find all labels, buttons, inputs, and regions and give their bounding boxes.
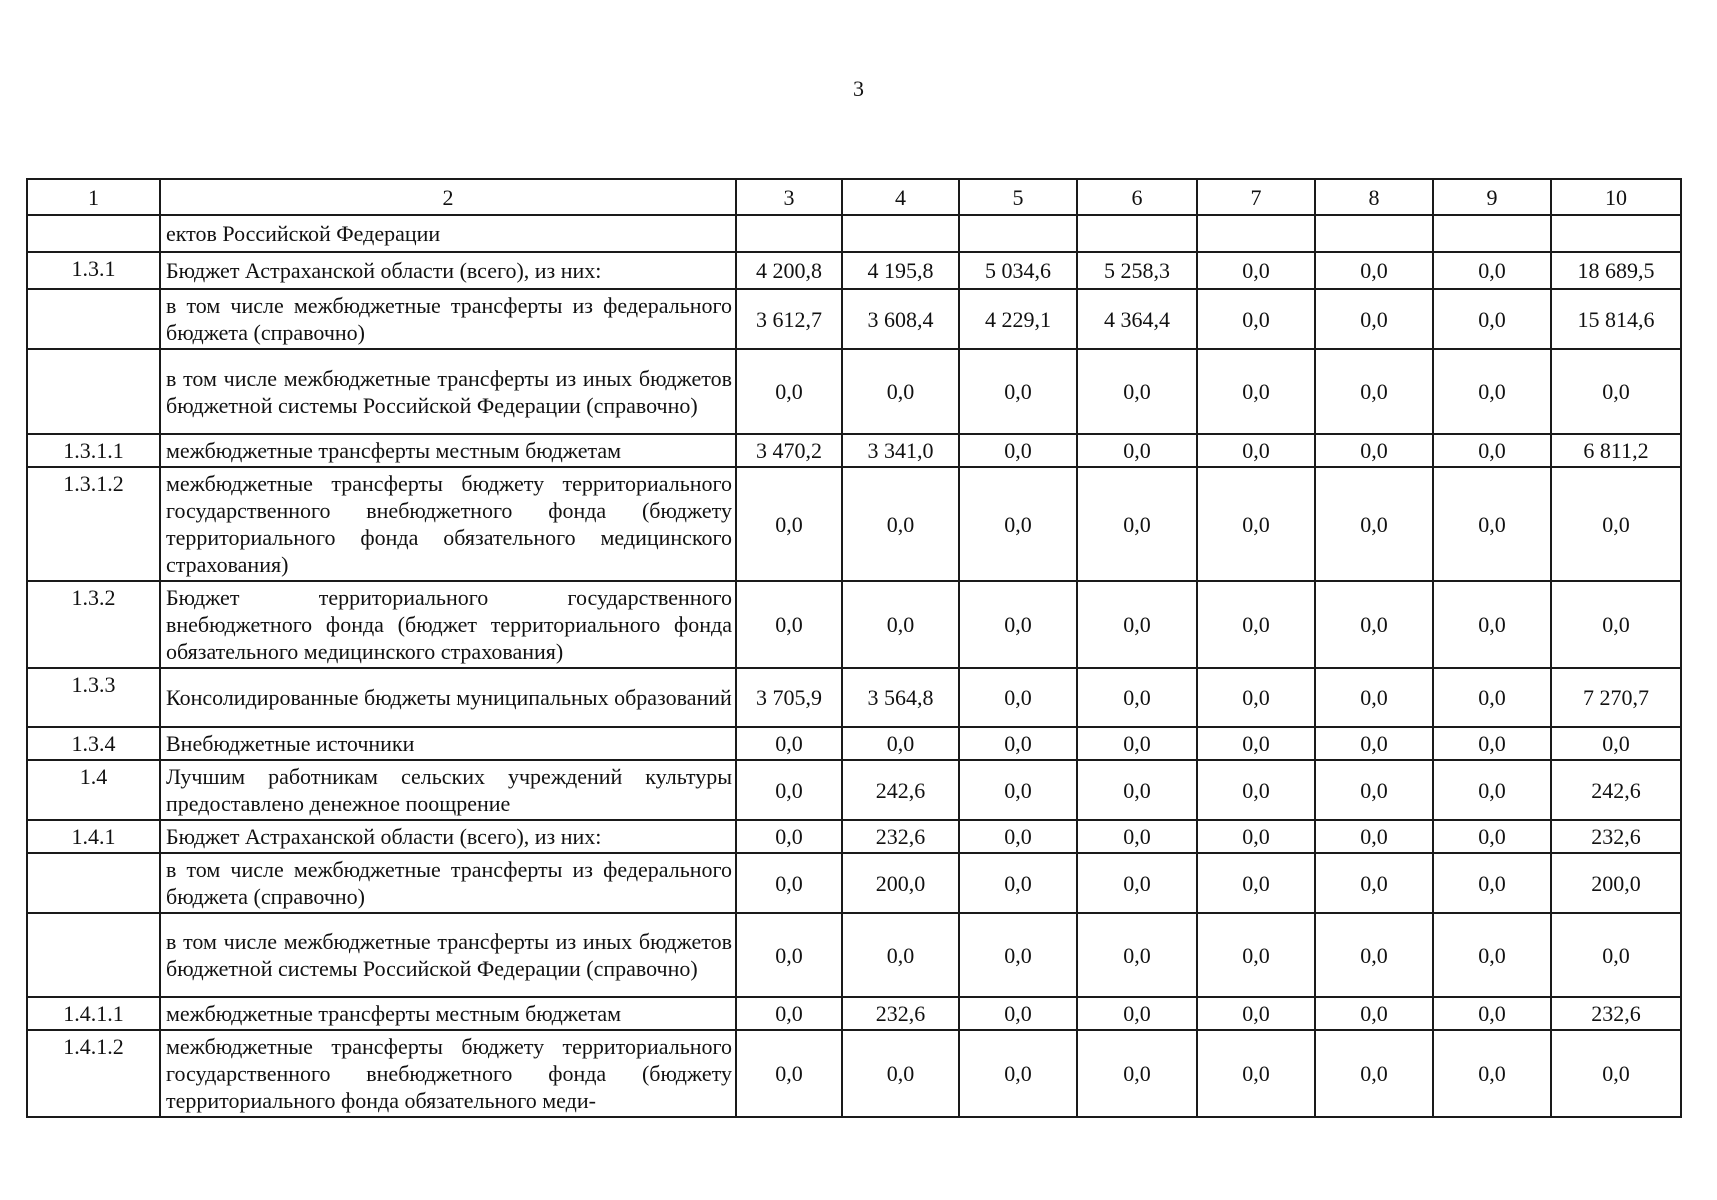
- value-cell: 0,0: [1433, 727, 1551, 760]
- value-cell: 0,0: [1197, 1030, 1315, 1117]
- value-cell: 0,0: [1433, 467, 1551, 581]
- value-cell: 15 814,6: [1551, 289, 1681, 349]
- table-row: [27, 1030, 1681, 1117]
- value-cell: 5 258,3: [1077, 252, 1197, 289]
- value-cell: 0,0: [736, 760, 842, 820]
- value-cell: 0,0: [959, 913, 1077, 997]
- value-cell: 0,0: [959, 853, 1077, 913]
- value-cell: 0,0: [1551, 467, 1681, 581]
- row-code: 1.3.1: [27, 252, 160, 289]
- page-number: 3: [853, 76, 864, 101]
- value-cell: 0,0: [736, 853, 842, 913]
- value-cell: 232,6: [1551, 820, 1681, 853]
- value-cell: 0,0: [1077, 668, 1197, 727]
- row-description: Консолидированные бюджеты муниципальных образований: [160, 668, 736, 727]
- value-cell: 0,0: [1197, 997, 1315, 1030]
- value-cell: 0,0: [1315, 668, 1433, 727]
- value-cell: 0,0: [1197, 581, 1315, 668]
- value-cell: 0,0: [1315, 760, 1433, 820]
- value-cell: 0,0: [1197, 434, 1315, 467]
- value-cell: 3 564,8: [842, 668, 959, 727]
- row-code: 1.3.1.1: [27, 434, 160, 467]
- row-description: межбюджетные трансферты местным бюджетам: [160, 997, 736, 1030]
- column-header: 6: [1077, 179, 1197, 215]
- value-cell: 0,0: [1197, 727, 1315, 760]
- row-code: [27, 289, 160, 349]
- value-cell: 0,0: [959, 1030, 1077, 1117]
- row-code: 1.3.4: [27, 727, 160, 760]
- value-cell: [1315, 215, 1433, 252]
- value-cell: 0,0: [1315, 853, 1433, 913]
- value-cell: 3 608,4: [842, 289, 959, 349]
- value-cell: 0,0: [736, 467, 842, 581]
- value-cell: 0,0: [959, 727, 1077, 760]
- column-header: 7: [1197, 179, 1315, 215]
- column-header: 1: [27, 179, 160, 215]
- value-cell: 0,0: [1315, 349, 1433, 434]
- value-cell: 3 705,9: [736, 668, 842, 727]
- value-cell: 0,0: [1315, 997, 1433, 1030]
- value-cell: 6 811,2: [1551, 434, 1681, 467]
- value-cell: 0,0: [1197, 349, 1315, 434]
- value-cell: 0,0: [1551, 581, 1681, 668]
- value-cell: 0,0: [1433, 581, 1551, 668]
- value-cell: 0,0: [1077, 434, 1197, 467]
- row-code: 1.4.1.2: [27, 1030, 160, 1117]
- value-cell: 0,0: [1315, 1030, 1433, 1117]
- value-cell: 0,0: [1315, 289, 1433, 349]
- value-cell: 0,0: [959, 467, 1077, 581]
- value-cell: 0,0: [1197, 760, 1315, 820]
- row-description: межбюджетные трансферты бюджету территориального государственного внебюджетного фонда (бюджету территориального фонда обязательного меди-: [160, 1030, 736, 1117]
- row-description: межбюджетные трансферты бюджету территориального государственного внебюджетного фонда (бюджету территориального фонда обязательного медицинского страхования): [160, 467, 736, 581]
- value-cell: 0,0: [1433, 668, 1551, 727]
- value-cell: 0,0: [1197, 467, 1315, 581]
- row-description: Бюджет территориального государственного внебюджетного фонда (бюджет территориального фонда обязательного медицинского страхования): [160, 581, 736, 668]
- value-cell: 200,0: [1551, 853, 1681, 913]
- table-row: [27, 215, 1681, 252]
- row-code: 1.4: [27, 760, 160, 820]
- row-description: в том числе межбюджетные трансферты из федерального бюджета (справочно): [160, 853, 736, 913]
- table-row: [27, 349, 1681, 434]
- value-cell: 0,0: [1315, 913, 1433, 997]
- value-cell: 0,0: [842, 727, 959, 760]
- value-cell: 232,6: [842, 820, 959, 853]
- value-cell: 0,0: [1197, 668, 1315, 727]
- value-cell: [959, 215, 1077, 252]
- value-cell: 0,0: [736, 1030, 842, 1117]
- value-cell: 0,0: [736, 913, 842, 997]
- table-row: [27, 997, 1681, 1030]
- value-cell: 200,0: [842, 853, 959, 913]
- value-cell: 4 200,8: [736, 252, 842, 289]
- value-cell: 0,0: [1433, 289, 1551, 349]
- value-cell: [1433, 215, 1551, 252]
- value-cell: 0,0: [1077, 467, 1197, 581]
- value-cell: 7 270,7: [1551, 668, 1681, 727]
- value-cell: 0,0: [959, 760, 1077, 820]
- column-header: 2: [160, 179, 736, 215]
- value-cell: 0,0: [1433, 434, 1551, 467]
- value-cell: 0,0: [1197, 289, 1315, 349]
- value-cell: 0,0: [1551, 349, 1681, 434]
- value-cell: 0,0: [736, 997, 842, 1030]
- value-cell: 242,6: [842, 760, 959, 820]
- value-cell: 0,0: [1077, 997, 1197, 1030]
- value-cell: 0,0: [736, 820, 842, 853]
- value-cell: [1077, 215, 1197, 252]
- table-row: [27, 467, 1681, 581]
- value-cell: 0,0: [1433, 760, 1551, 820]
- value-cell: 0,0: [1433, 349, 1551, 434]
- value-cell: [1197, 215, 1315, 252]
- value-cell: 0,0: [1077, 727, 1197, 760]
- column-header: 5: [959, 179, 1077, 215]
- value-cell: 0,0: [1433, 820, 1551, 853]
- value-cell: [736, 215, 842, 252]
- value-cell: 0,0: [1077, 820, 1197, 853]
- value-cell: 0,0: [959, 581, 1077, 668]
- value-cell: 0,0: [959, 668, 1077, 727]
- table-row: [27, 820, 1681, 853]
- value-cell: 0,0: [736, 349, 842, 434]
- value-cell: 18 689,5: [1551, 252, 1681, 289]
- value-cell: 0,0: [842, 581, 959, 668]
- value-cell: 0,0: [1433, 913, 1551, 997]
- value-cell: 0,0: [842, 467, 959, 581]
- value-cell: 3 470,2: [736, 434, 842, 467]
- row-description: Бюджет Астраханской области (всего), из них:: [160, 252, 736, 289]
- value-cell: 0,0: [1433, 997, 1551, 1030]
- value-cell: 0,0: [842, 1030, 959, 1117]
- row-description: Бюджет Астраханской области (всего), из них:: [160, 820, 736, 853]
- value-cell: 4 364,4: [1077, 289, 1197, 349]
- row-code: [27, 215, 160, 252]
- value-cell: 0,0: [1197, 820, 1315, 853]
- value-cell: 0,0: [1315, 252, 1433, 289]
- value-cell: 0,0: [1315, 727, 1433, 760]
- value-cell: 4 229,1: [959, 289, 1077, 349]
- value-cell: 0,0: [1197, 853, 1315, 913]
- table-row: [27, 581, 1681, 668]
- value-cell: 0,0: [1315, 820, 1433, 853]
- table-row: [27, 760, 1681, 820]
- value-cell: 0,0: [842, 349, 959, 434]
- value-cell: 0,0: [1315, 581, 1433, 668]
- value-cell: 0,0: [959, 820, 1077, 853]
- value-cell: 0,0: [1551, 727, 1681, 760]
- value-cell: 4 195,8: [842, 252, 959, 289]
- value-cell: 0,0: [736, 727, 842, 760]
- value-cell: 232,6: [1551, 997, 1681, 1030]
- value-cell: 0,0: [1197, 252, 1315, 289]
- row-description: в том числе межбюджетные трансферты из иных бюджетов бюджетной системы Российской Федерации (справочно): [160, 349, 736, 434]
- row-code: 1.3.1.2: [27, 467, 160, 581]
- value-cell: 0,0: [1551, 1030, 1681, 1117]
- row-code: 1.4.1.1: [27, 997, 160, 1030]
- row-code: 1.4.1: [27, 820, 160, 853]
- value-cell: 0,0: [1551, 913, 1681, 997]
- value-cell: 0,0: [959, 997, 1077, 1030]
- table-header-row: [27, 179, 1681, 215]
- value-cell: 0,0: [1433, 252, 1551, 289]
- column-header: 3: [736, 179, 842, 215]
- value-cell: 3 341,0: [842, 434, 959, 467]
- row-code: 1.3.2: [27, 581, 160, 668]
- row-description: Внебюджетные источники: [160, 727, 736, 760]
- value-cell: 0,0: [1077, 581, 1197, 668]
- column-header: 10: [1551, 179, 1681, 215]
- table-row: [27, 727, 1681, 760]
- value-cell: 0,0: [1077, 913, 1197, 997]
- table-row: [27, 668, 1681, 727]
- row-code: [27, 349, 160, 434]
- row-description: Лучшим работникам сельских учреждений культуры предоставлено денежное поощрение: [160, 760, 736, 820]
- budget-table: [26, 178, 1682, 1118]
- value-cell: 0,0: [959, 434, 1077, 467]
- value-cell: 3 612,7: [736, 289, 842, 349]
- row-description: в том числе межбюджетные трансферты из иных бюджетов бюджетной системы Российской Федерации (справочно): [160, 913, 736, 997]
- value-cell: 0,0: [959, 349, 1077, 434]
- table-row: [27, 289, 1681, 349]
- value-cell: 0,0: [1315, 467, 1433, 581]
- table-row: [27, 913, 1681, 997]
- table-row: [27, 434, 1681, 467]
- value-cell: 0,0: [1077, 349, 1197, 434]
- value-cell: 0,0: [842, 913, 959, 997]
- value-cell: 242,6: [1551, 760, 1681, 820]
- row-description: межбюджетные трансферты местным бюджетам: [160, 434, 736, 467]
- value-cell: [1551, 215, 1681, 252]
- value-cell: [842, 215, 959, 252]
- value-cell: 0,0: [1077, 853, 1197, 913]
- value-cell: 0,0: [1197, 913, 1315, 997]
- value-cell: 0,0: [1315, 434, 1433, 467]
- row-description: ектов Российской Федерации: [160, 215, 736, 252]
- value-cell: 0,0: [1433, 1030, 1551, 1117]
- row-code: [27, 853, 160, 913]
- value-cell: 232,6: [842, 997, 959, 1030]
- row-description: в том числе межбюджетные трансферты из федерального бюджета (справочно): [160, 289, 736, 349]
- row-code: [27, 913, 160, 997]
- table-row: [27, 252, 1681, 289]
- value-cell: 0,0: [1077, 1030, 1197, 1117]
- column-header: 8: [1315, 179, 1433, 215]
- column-header: 4: [842, 179, 959, 215]
- value-cell: 0,0: [1077, 760, 1197, 820]
- table-row: [27, 853, 1681, 913]
- value-cell: 5 034,6: [959, 252, 1077, 289]
- column-header: 9: [1433, 179, 1551, 215]
- row-code: 1.3.3: [27, 668, 160, 727]
- value-cell: 0,0: [1433, 853, 1551, 913]
- value-cell: 0,0: [736, 581, 842, 668]
